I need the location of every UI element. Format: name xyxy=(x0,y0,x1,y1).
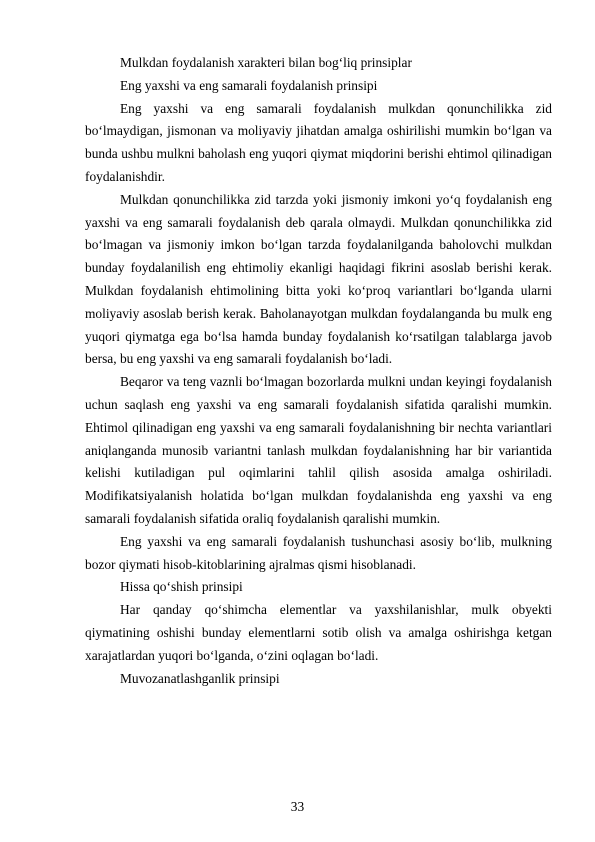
page-number: 33 xyxy=(290,799,305,814)
subsection-heading: Muvozanatlashganlik prinsipi xyxy=(120,670,280,686)
body-paragraph: Har qanday qo‘shimcha elementlar va yaxshilanishlar, mulk obyekti qiymatining oshishi bunday elementlarni sotib olish va amalga oshirishga ketgan xarajatlardan yuqori bo‘lganda, o‘zini oqlagan bo‘ladi. xyxy=(85,602,552,663)
body-paragraph: Eng yaxshi va eng samarali foydalanish tushunchasi asosiy bo‘lib, mulkning bozor qiymati hisob-kitoblarining ajralmas qismi hisoblanadi. xyxy=(85,533,552,572)
subsection-heading: Hissa qo‘shish prinsipi xyxy=(120,579,243,595)
body-paragraph: Beqaror va teng vaznli bo‘lmagan bozorlarda mulkni undan keyingi foydalanish uchun saqlash eng yaxshi va eng samarali foydalanish sifatida qaralishi mumkin. Ehtimol qilinadigan eng yaxshi va eng samarali foydalanishning bir nechta variantlari aniqlanganda munosib variantni tanlash mulkdan foydalanishning har bir variantida kelishi kutiladigan pul oqimlarini tahlil qilish asosida amalga oshiriladi. Modifikatsiyalanish holatida bo‘lgan mulkdan foydalanishda eng yaxshi va eng samarali foydalanish sifatida oraliq foydalanish qaralishi mumkin. xyxy=(85,374,552,526)
body-paragraph: Mulkdan qonunchilikka zid tarzda yoki jismoniy imkoni yo‘q foydalanish eng yaxshi va eng samarali foydalanish deb qarala olmaydi. Mulkdan qonunchilikka zid bo‘lmagan va jismoniy imkon bo‘lgan tarzda foydalanilganda baholovchi mulkdan bunday foydalanilish eng ehtimoliy ekanligi haqidagi fikrini asoslab berishi kerak. Mulkdan foydalanish ehtimolining bitta yoki ko‘proq variantlari bo‘lganda ularni moliyaviy asoslab berish kerak. Baholanayotgan mulkdan foydalanganda bu mulk eng yuqori qiymatga ega bo‘lsa hamda bunday foydalanish ko‘rsatilgan talablarga javob bersa, bu eng yaxshi va eng samarali foydalanish bo‘ladi. xyxy=(85,191,552,367)
section-heading: Mulkdan foydalanish xarakteri bilan bog‘liq prinsiplar xyxy=(120,55,412,70)
document-page-content xyxy=(85,52,552,690)
subsection-heading: Eng yaxshi va eng samarali foydalanish prinsipi xyxy=(120,77,378,93)
body-paragraph: Eng yaxshi va eng samarali foydalanish mulkdan qonunchilikka zid bo‘lmaydigan, jismonan va moliyaviy jihatdan amalga oshirilishi mumkin bo‘lgan va bunda ushbu mulkni baholash eng yuqori qiymat miqdorini berishi ehtimol qilinadigan foydalanishdir. xyxy=(85,100,552,184)
